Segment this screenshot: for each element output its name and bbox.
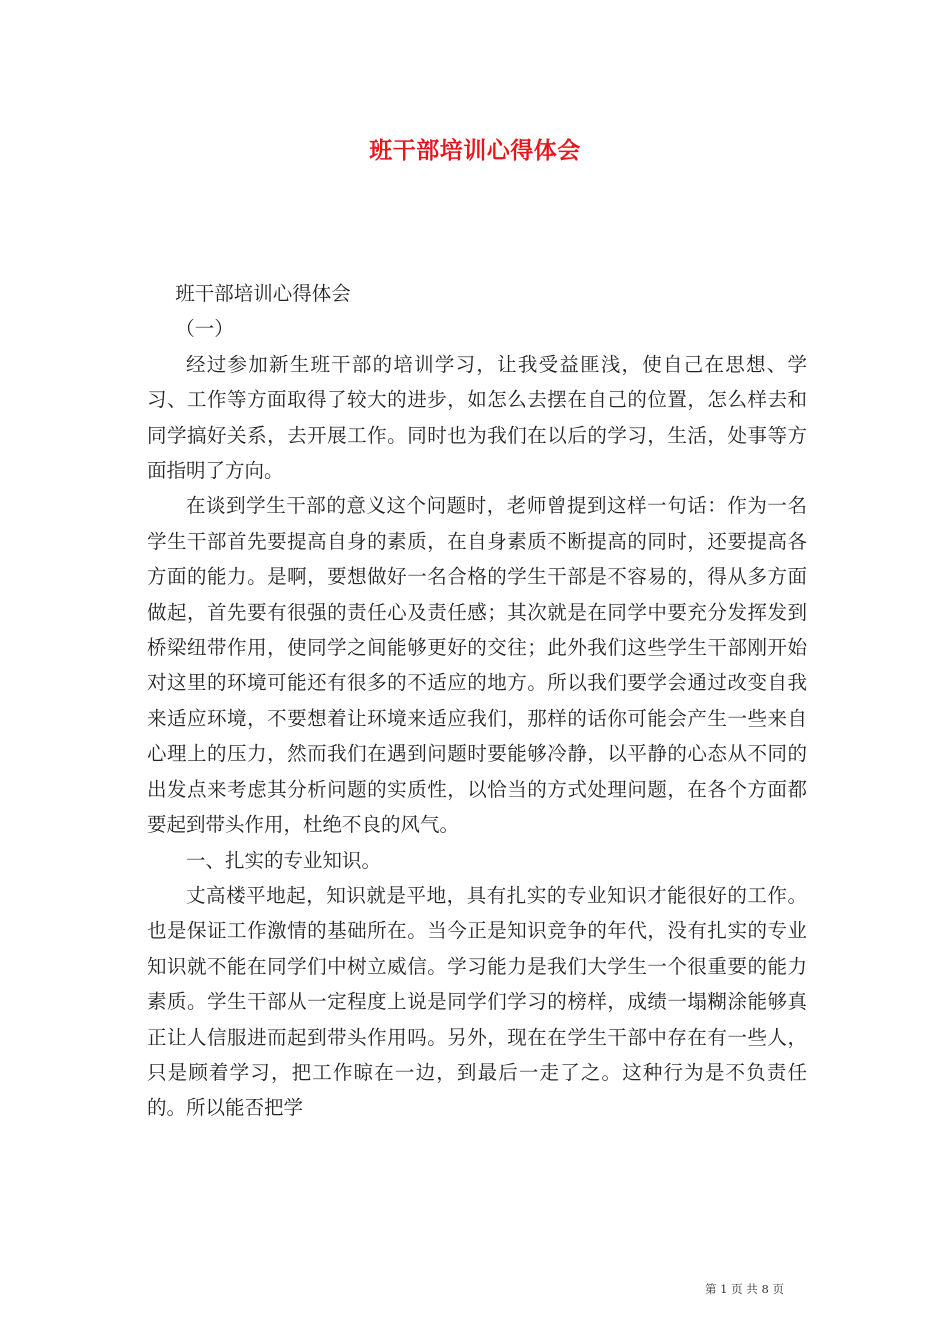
body-paragraph: 经过参加新生班干部的培训学习，让我受益匪浅，使自己在思想、学习、工作等方面取得了较大的进步，如怎么去摆在自己的位置，怎么样去和同学搞好关系，去开展工作。同时也为我们在以后的学习，生活，处事等方面指明了方向。 bbox=[147, 352, 807, 483]
footer-total-pages: 8 bbox=[761, 1282, 769, 1296]
section-heading: 一、扎实的专业知识。 bbox=[186, 848, 382, 872]
document-title: 班干部培训心得体会 bbox=[369, 137, 581, 164]
document-body bbox=[147, 276, 807, 1126]
body-paragraph: 在谈到学生干部的意义这个问题时，老师曾提到这样一句话：作为一名学生干部首先要提高自身的素质，在自身素质不断提高的同时，还要提高各方面的能力。是啊，要想做好一名合格的学生干部是不容易的，得从多方面做起，首先要有很强的责任心及责任感；其次就是在同学中要充分发挥发到桥梁纽带作用，使同学之间能够更好的交往；此外我们这些学生干部刚开始对这里的环境可能还有很多的不适应的地方。所以我们要学会通过改变自我来适应环境，不要想着让环境来适应我们，那样的话你可能会产生一些来自心理上的压力，然而我们在遇到问题时要能够冷静，以平静的心态从不同的出发点来考虑其分析问题的实质性，以恰当的方式处理问题，在各个方面都要起到带头作用，杜绝不良的风气。 bbox=[147, 494, 807, 837]
section-marker: （一） bbox=[175, 317, 234, 341]
page-number-footer bbox=[705, 1281, 784, 1297]
footer-current-page: 1 bbox=[720, 1282, 728, 1296]
body-paragraph: 丈高楼平地起，知识就是平地，具有扎实的专业知识才能很好的工作。也是保证工作激情的基础所在。当今正是知识竞争的年代，没有扎实的专业知识就不能在同学们中树立威信。学习能力是我们大学生一个很重要的能力素质。学生干部从一定程度上说是同学们学习的榜样，成绩一塌糊涂能够真正让人信服进而起到带头作用吗。另外，现在在学生干部中存在有一些人，只是顾着学习，把工作晾在一边，到最后一走了之。这种行为是不负责任的。所以能否把学 bbox=[147, 883, 807, 1120]
footer-suffix: 页 bbox=[772, 1282, 784, 1296]
footer-middle: 页 共 bbox=[731, 1282, 758, 1296]
document-subtitle: 班干部培训心得体会 bbox=[175, 282, 351, 305]
footer-prefix: 第 bbox=[705, 1282, 717, 1296]
